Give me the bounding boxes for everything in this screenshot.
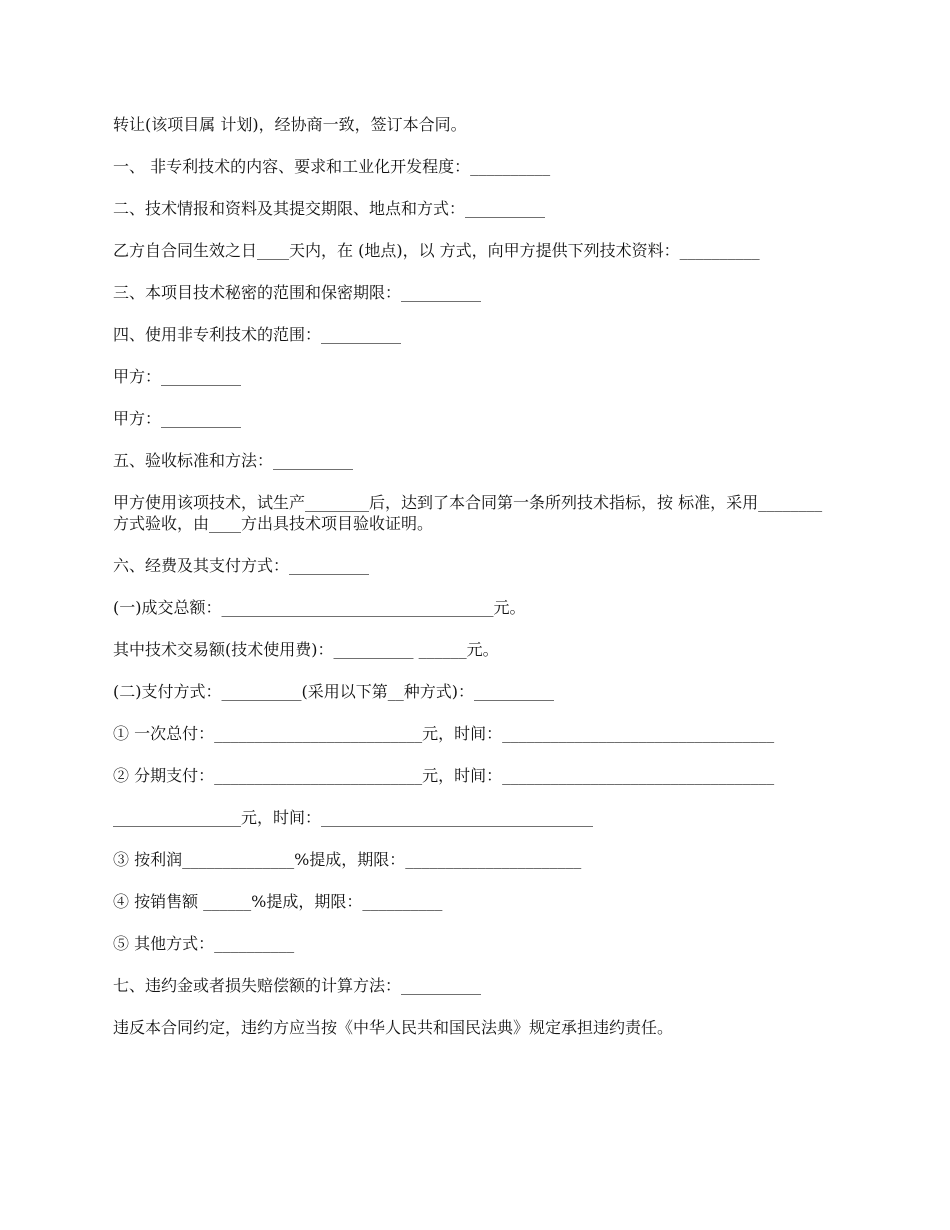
paragraph-section-6: 六、经费及其支付方式：__________ — [113, 556, 370, 575]
paragraph-tech-fee: 其中技术交易额(技术使用费)：__________ ______元。 — [113, 640, 499, 659]
paragraph-other-method: ⑤ 其他方式：__________ — [113, 934, 295, 953]
paragraph-total-amount: (一)成交总额：__________________________________元。 — [113, 598, 526, 617]
paragraph-section-5: 五、验收标准和方法：__________ — [113, 451, 354, 470]
paragraph-acceptance: 甲方使用该项技术，试生产________后，达到了本合同第一条所列技术指标，按 标准，采用________方式验收，由____方出具技术项目验收证明。 — [113, 493, 823, 533]
paragraph-party-a-2: 甲方：__________ — [113, 409, 242, 428]
paragraph-section-7: 七、违约金或者损失赔偿额的计算方法：__________ — [113, 976, 482, 995]
paragraph-lump-sum: ① 一次总付：__________________________元，时间：__________________________________ — [113, 724, 775, 743]
paragraph-section-3: 三、本项目技术秘密的范围和保密期限：__________ — [113, 283, 482, 302]
paragraph-tech-materials: 乙方自合同生效之日____天内，在 (地点)，以 方式，向甲方提供下列技术资料：__________ — [113, 241, 760, 260]
paragraph-payment-method: (二)支付方式：__________(采用以下第__种方式)：__________ — [113, 682, 554, 701]
paragraph-section-4: 四、使用非专利技术的范围：__________ — [113, 325, 402, 344]
paragraph-section-1: 一、 非专利技术的内容、要求和工业化开发程度：__________ — [113, 157, 551, 176]
paragraph-liability: 违反本合同约定，违约方应当按《中华人民共和国民法典》规定承担违约责任。 — [113, 1018, 674, 1037]
paragraph-intro: 转让(该项目属 计划)，经协商一致，签订本合同。 — [113, 115, 467, 134]
paragraph-party-a-1: 甲方：__________ — [113, 367, 242, 386]
document-body — [113, 114, 837, 1059]
paragraph-sales-share: ④ 按销售额 ______%提成，期限：__________ — [113, 892, 443, 911]
paragraph-installment-continued: ________________元，时间：__________________________________ — [113, 808, 594, 827]
paragraph-section-2: 二、技术情报和资料及其提交期限、地点和方式：__________ — [113, 199, 546, 218]
paragraph-profit-share: ③ 按利润______________%提成，期限：______________________ — [113, 850, 582, 869]
paragraph-installment: ② 分期支付：__________________________元，时间：__________________________________ — [113, 766, 775, 785]
